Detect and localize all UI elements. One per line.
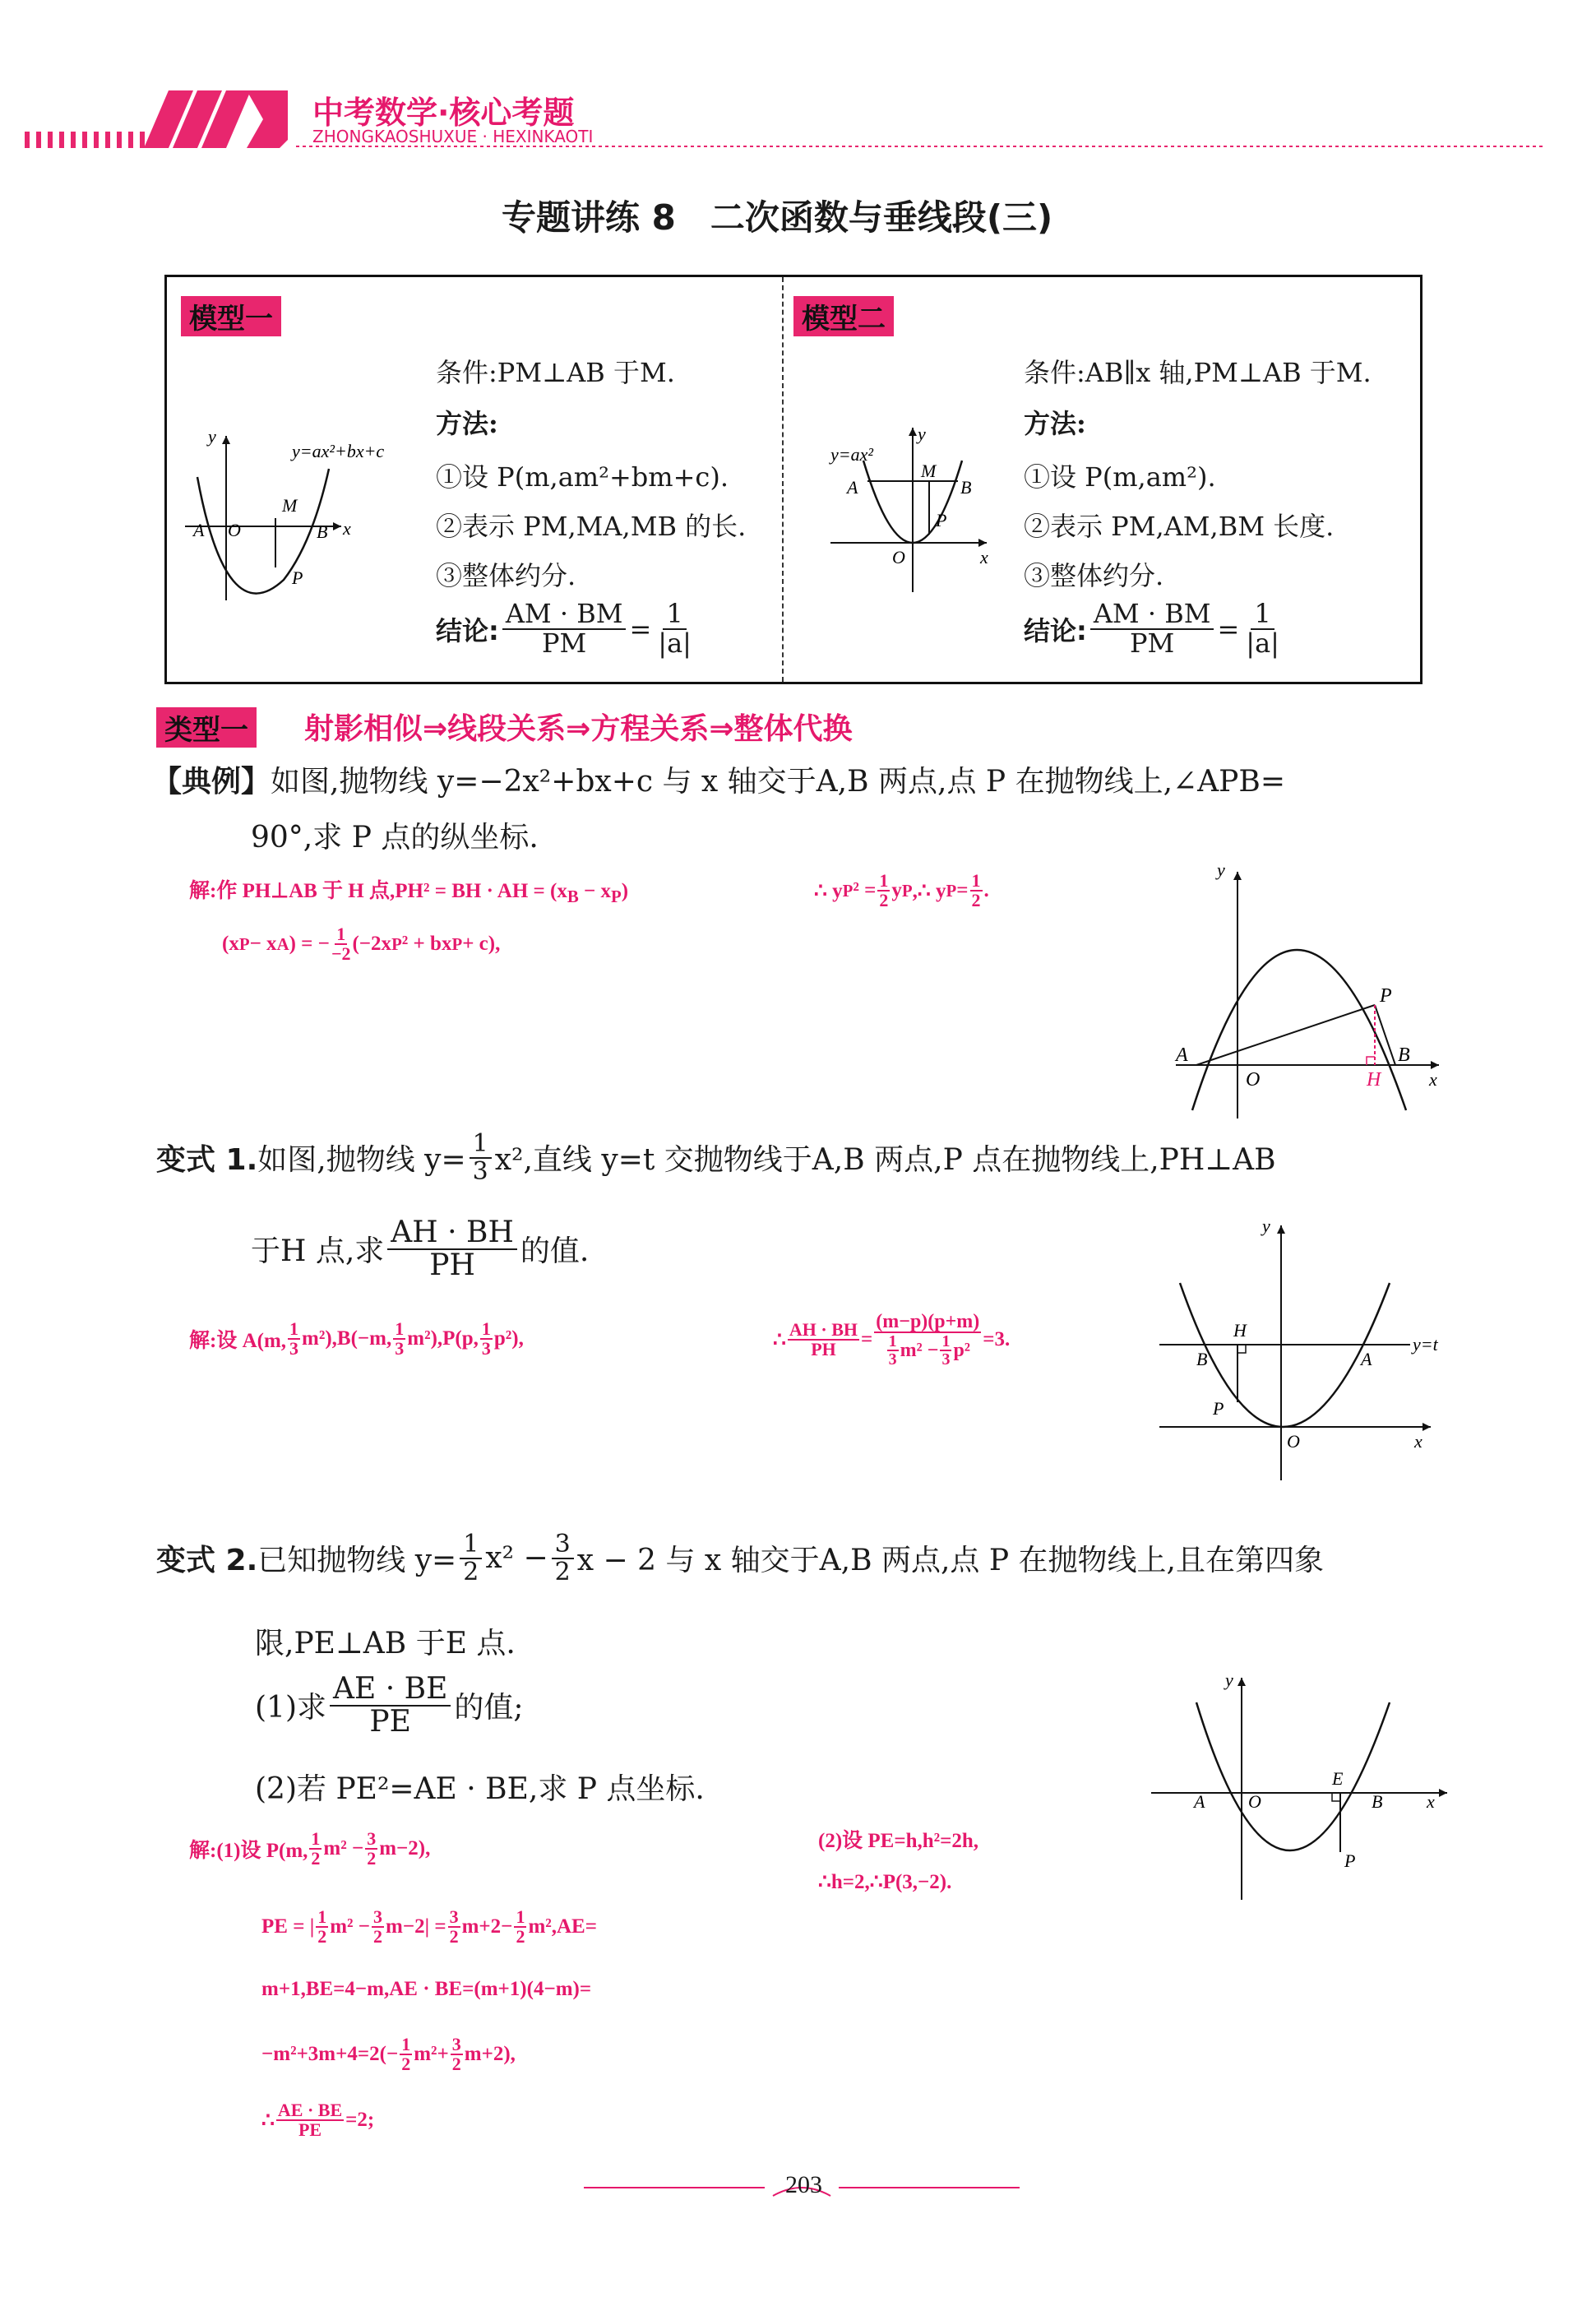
- v1-sol2-pre: ∴: [773, 1329, 786, 1351]
- v2-s1: [189, 1830, 430, 1868]
- ex-fig-p: P: [1380, 985, 1392, 1007]
- v2-s5: [261, 2101, 374, 2139]
- model2-figure: [822, 411, 1011, 600]
- v1-text1a: 如图,抛物线 y=: [257, 1143, 466, 1177]
- m1-concl-num: AM · BM: [502, 600, 627, 630]
- v2-r1: (2)设 PE=h,h²=2h,: [818, 1830, 979, 1852]
- v2-s2f1n: 1: [317, 1906, 327, 1927]
- v2-r2: ∴h=2,∴P(3,−2).: [818, 1871, 952, 1893]
- v2-s2c: m−2| =: [386, 1915, 446, 1938]
- ex-fig-o: O: [1246, 1069, 1261, 1091]
- model2-tag: 模型二: [793, 296, 894, 336]
- model1-figure: [177, 419, 423, 609]
- v2-s4f1n: 1: [401, 2034, 411, 2054]
- m1-concl-label: 结论:: [436, 614, 499, 646]
- example-text1: 如图,抛物线 y=−2x²+bx+c 与 x 轴交于A,B 两点,点 P 在抛物线上,∠APB=: [271, 765, 1286, 799]
- model1-tag: 模型一: [181, 296, 281, 336]
- v2-figure: [1143, 1670, 1455, 1908]
- v1-sol2-bf1: 1: [888, 1332, 897, 1350]
- v2-fig-o: O: [1248, 1791, 1261, 1812]
- v1-line1: [156, 1131, 1276, 1184]
- v2-s2f2n: 3: [373, 1906, 383, 1927]
- v2-s2f2d: 2: [373, 1926, 383, 1947]
- m1-fig-a: A: [193, 520, 205, 540]
- v1-f2den: PH: [429, 1248, 475, 1282]
- ex-fig-a: A: [1176, 1044, 1188, 1066]
- model1-method: 方法:: [436, 408, 498, 439]
- v2-s5b: =2;: [345, 2109, 375, 2131]
- model2-step2: ②表示 PM,AM,BM 长度.: [1024, 511, 1335, 542]
- v1-fden: 3: [472, 1156, 488, 1186]
- model2-method: 方法:: [1024, 408, 1086, 439]
- v1-sa-d: 3: [289, 1338, 299, 1359]
- v1-sol2: [773, 1312, 1010, 1368]
- ex-sol2-b: − x: [249, 933, 277, 955]
- m1-concl-rden: |a|: [658, 627, 692, 659]
- m2-fig-o: O: [892, 547, 905, 567]
- v2-fig-a: A: [1194, 1791, 1205, 1812]
- model2-cond: 条件:AB∥x 轴,PM⊥AB 于M.: [1024, 357, 1372, 388]
- v2-s2e: m²,AE=: [528, 1915, 597, 1938]
- v2-q1b: 的值;: [454, 1691, 524, 1725]
- m1-concl-den: PM: [542, 627, 587, 659]
- ex-sol1-sub1: B: [567, 887, 579, 906]
- v2-s5d: PE: [298, 2119, 322, 2140]
- ex-sol3-subp3: P: [946, 880, 957, 901]
- v2-q1a: (1)求: [255, 1691, 326, 1725]
- m1-fig-eq: y=ax²+bx+c: [292, 441, 385, 461]
- v2-s4f1d: 2: [401, 2054, 411, 2074]
- model2-step1: ①设 P(m,am²).: [1024, 461, 1216, 493]
- example-sol1: [189, 874, 628, 907]
- ex-sol3-c: y: [891, 879, 902, 901]
- m2-fig-a: A: [847, 477, 858, 498]
- v2-s2f1d: 2: [317, 1926, 327, 1947]
- example-line2: 90°,求 P 点的纵坐标.: [251, 821, 539, 854]
- ex-sol2-fden: −2: [331, 943, 351, 964]
- v1-label: 变式 1.: [156, 1143, 258, 1177]
- v2-s1f1d: 2: [311, 1848, 321, 1869]
- header-banner: [0, 58, 1596, 164]
- ex-sol2-a: (x: [222, 933, 239, 955]
- v2-s2f3d: 2: [449, 1926, 459, 1947]
- v1-text2a: 于H 点,求: [251, 1234, 385, 1269]
- v2-s2: [261, 1908, 597, 1946]
- v1-f2num: AH · BH: [387, 1217, 517, 1250]
- v2-s1f2d: 2: [367, 1848, 377, 1869]
- v1-sol-b: m²),B(−m,: [302, 1327, 392, 1350]
- ex-sol3-a: ∴ y: [814, 880, 843, 902]
- v2-q2: (2)若 PE²=AE · BE,求 P 点坐标.: [255, 1772, 705, 1806]
- ex-fig-x: x: [1429, 1069, 1437, 1090]
- m1-fig-p: P: [292, 567, 303, 588]
- v2-q1n: AE · BE: [330, 1674, 451, 1707]
- v1-sol2-end: =3.: [983, 1328, 1011, 1350]
- header-title-cn: 中考数学·核心考题: [312, 95, 575, 131]
- v1-sol2-fd: PH: [811, 1339, 836, 1359]
- ex-sol2-f: + c),: [462, 933, 501, 955]
- v2-s1a: 解:(1)设 P(m,: [189, 1840, 308, 1862]
- v2-s2f4n: 1: [516, 1906, 525, 1927]
- v2-s5n: AE · BE: [277, 2100, 343, 2120]
- ex-sol3-subp2: P: [901, 880, 913, 901]
- m1-concl-rnum: 1: [663, 600, 686, 630]
- ex-sol2-subp2: P: [391, 933, 402, 954]
- example-figure: [1151, 855, 1464, 1127]
- m1-fig-x: x: [343, 518, 351, 539]
- m1-fig-m: M: [282, 495, 298, 516]
- v1-fnum: 1: [470, 1131, 492, 1159]
- v2-fig-x: x: [1427, 1791, 1435, 1812]
- v2-s1f1n: 1: [311, 1828, 321, 1849]
- v2-text1a: 已知抛物线 y=: [257, 1544, 457, 1577]
- m2-fig-y: y: [918, 424, 926, 444]
- ex-sol2-subp: P: [238, 933, 250, 954]
- v2-s2f4d: 2: [516, 1926, 525, 1947]
- v1-figure: [1151, 1217, 1464, 1489]
- v2-s1c: m−2),: [379, 1837, 431, 1859]
- v2-s5a: ∴: [261, 2110, 275, 2132]
- v2-s1b: m² −: [323, 1837, 364, 1859]
- v1-fig-x: x: [1414, 1431, 1423, 1452]
- m2-fig-x: x: [980, 547, 988, 567]
- ex-sol1-mid: − x: [578, 880, 612, 902]
- v2-fig-p: P: [1344, 1850, 1356, 1871]
- v1-sb-n: 1: [395, 1318, 405, 1339]
- ex-sol2-fnum: 1: [336, 924, 346, 944]
- v1-sol2-eq: =: [861, 1328, 873, 1350]
- v1-sol2-bf2d: 3: [941, 1350, 951, 1369]
- example-sol2: [222, 925, 500, 963]
- m2-fig-b: B: [960, 477, 972, 498]
- m1-fig-b: B: [317, 521, 328, 542]
- v2-label: 变式 2.: [156, 1544, 258, 1577]
- ex-sol2-suba: A: [276, 933, 289, 954]
- ex-fig-b: B: [1398, 1044, 1410, 1066]
- v1-sol2-ba: m² −: [900, 1340, 939, 1361]
- v2-q1: [255, 1674, 523, 1738]
- v2-s3: m+1,BE=4−m,AE · BE=(m+1)(4−m)=: [261, 1978, 592, 2000]
- v1-text1b: x²,直线 y=t 交抛物线于A,B 两点,P 点在抛物线上,PH⊥AB: [494, 1143, 1276, 1177]
- v1-sol2-bn: (m−p)(p+m): [876, 1311, 980, 1332]
- example-sol3: [814, 872, 989, 910]
- ex-sol3-f2n: 1: [971, 870, 981, 891]
- m2-fig-eq: y=ax²: [830, 444, 873, 465]
- v1-sc-d: 3: [481, 1338, 491, 1359]
- ex-sol1-a: 解:作 PH⊥AB 于 H 点,PH² = BH · AH = (x: [189, 880, 567, 902]
- ex-sol1-end: ): [621, 880, 629, 902]
- ex-sol2-c: ) = −: [289, 933, 330, 955]
- v2-fig-b: B: [1372, 1791, 1383, 1812]
- v1-fig-line: y=t: [1413, 1334, 1438, 1355]
- v2-line1: [156, 1531, 1324, 1585]
- v2-q1d: PE: [369, 1704, 411, 1739]
- v1-sb-d: 3: [395, 1338, 405, 1359]
- v2-line2: 限,PE⊥AB 于E 点.: [255, 1627, 516, 1660]
- type1-desc: 射影相似⇒线段关系⇒方程关系⇒整体代换: [304, 712, 853, 746]
- model1-conclusion: [436, 600, 698, 657]
- ex-sol2-d: (−2x: [352, 933, 392, 955]
- type1-tag: 类型一: [156, 707, 257, 748]
- page-title: 专题讲练 8 二次函数与垂线段(三): [502, 197, 1053, 238]
- v1-fig-a: A: [1361, 1349, 1372, 1369]
- v2-s4a: −m²+3m+4=2(−: [261, 2043, 399, 2065]
- model1-step3: ③整体约分.: [436, 560, 576, 591]
- v1-sol2-fn: AH · BH: [789, 1319, 858, 1340]
- v2-s4f2n: 3: [451, 2034, 461, 2054]
- v2-f2d: 2: [554, 1557, 571, 1586]
- v1-fig-b: B: [1196, 1349, 1208, 1369]
- v2-f1d: 2: [463, 1557, 479, 1586]
- v2-s4c: m+2),: [464, 2043, 516, 2065]
- v2-f1n: 1: [460, 1531, 482, 1559]
- v1-fig-o: O: [1287, 1431, 1300, 1452]
- page-number: 203: [785, 2171, 822, 2198]
- m2-concl-label: 结论:: [1024, 614, 1087, 646]
- example-label: 【典例】: [152, 765, 271, 799]
- ex-sol3-f: .: [983, 879, 989, 901]
- ex-sol1-sub2: P: [611, 887, 622, 906]
- v1-sol-d: p²),: [493, 1327, 524, 1350]
- v2-s4b: m²+: [414, 2043, 449, 2065]
- ex-sol3-b: ² =: [853, 879, 877, 901]
- header-title-en: ZHONGKAOSHUXUE · HEXINKAOTI: [312, 127, 594, 146]
- m2-concl-rnum: 1: [1251, 600, 1274, 630]
- example-line1: [152, 758, 1285, 800]
- m2-fig-m: M: [921, 461, 937, 481]
- ex-sol3-subp: P: [842, 880, 854, 901]
- v2-s4: [261, 2035, 516, 2073]
- ex-sol2-subp3: P: [451, 933, 463, 954]
- ex-sol3-f2d: 2: [971, 890, 981, 910]
- m2-concl-eq: =: [1217, 613, 1240, 645]
- v2-text1c: x − 2 与 x 轴交于A,B 两点,点 P 在抛物线上,且在第四象: [576, 1544, 1324, 1577]
- v1-fig-h: H: [1233, 1320, 1247, 1341]
- v1-sol2-bf2: 1: [941, 1332, 951, 1350]
- m1-fig-o: O: [228, 520, 241, 540]
- model2-conclusion: [1024, 600, 1286, 657]
- m2-fig-p: P: [936, 510, 947, 530]
- v2-f2n: 3: [552, 1531, 574, 1559]
- v1-fig-p: P: [1213, 1398, 1224, 1419]
- v1-sc-n: 1: [481, 1318, 491, 1339]
- m1-concl-eq: =: [629, 613, 652, 645]
- model2-step3: ③整体约分.: [1024, 560, 1164, 591]
- v2-s2a: PE = |: [261, 1915, 315, 1938]
- model1-step1: ①设 P(m,am²+bm+c).: [436, 461, 729, 493]
- v2-s1f2n: 3: [367, 1828, 377, 1849]
- ex-sol3-f1n: 1: [879, 870, 889, 891]
- header-decoration: [0, 58, 1596, 164]
- v2-fig-y: y: [1225, 1670, 1233, 1690]
- v2-s4f2d: 2: [451, 2054, 461, 2074]
- v2-s2b: m² −: [330, 1915, 371, 1938]
- ex-sol3-e: =: [956, 879, 969, 901]
- m2-concl-rden: |a|: [1246, 627, 1279, 659]
- v2-s2d: m+2−: [461, 1915, 513, 1938]
- ex-fig-h: H: [1367, 1069, 1381, 1091]
- ex-sol3-f1d: 2: [879, 890, 889, 910]
- v1-sol-c: m²),P(p,: [407, 1327, 479, 1350]
- v1-line2: [251, 1217, 589, 1281]
- v1-sol1: [189, 1320, 524, 1358]
- v1-sa-n: 1: [289, 1318, 299, 1339]
- ex-fig-y: y: [1217, 859, 1225, 880]
- v1-text2b: 的值.: [520, 1234, 590, 1269]
- model-divider: [782, 277, 784, 682]
- v2-s2f3n: 3: [449, 1906, 459, 1927]
- model1-cond: 条件:PM⊥AB 于M.: [436, 357, 675, 388]
- v1-sol-a: 解:设 A(m,: [189, 1330, 287, 1352]
- ex-sol3-d: ,∴ y: [912, 880, 946, 902]
- v1-sol2-bb: p²: [953, 1340, 970, 1361]
- v2-fig-e: E: [1332, 1768, 1344, 1789]
- model1-step2: ②表示 PM,MA,MB 的长.: [436, 511, 747, 542]
- v1-sol2-bf1d: 3: [888, 1350, 897, 1369]
- v2-text1b: x² −: [485, 1541, 548, 1575]
- m2-concl-den: PM: [1130, 627, 1175, 659]
- m1-fig-y: y: [208, 426, 216, 447]
- ex-sol2-e: ² + bx: [401, 933, 452, 955]
- m2-concl-num: AM · BM: [1090, 600, 1214, 630]
- v1-fig-y: y: [1262, 1217, 1270, 1236]
